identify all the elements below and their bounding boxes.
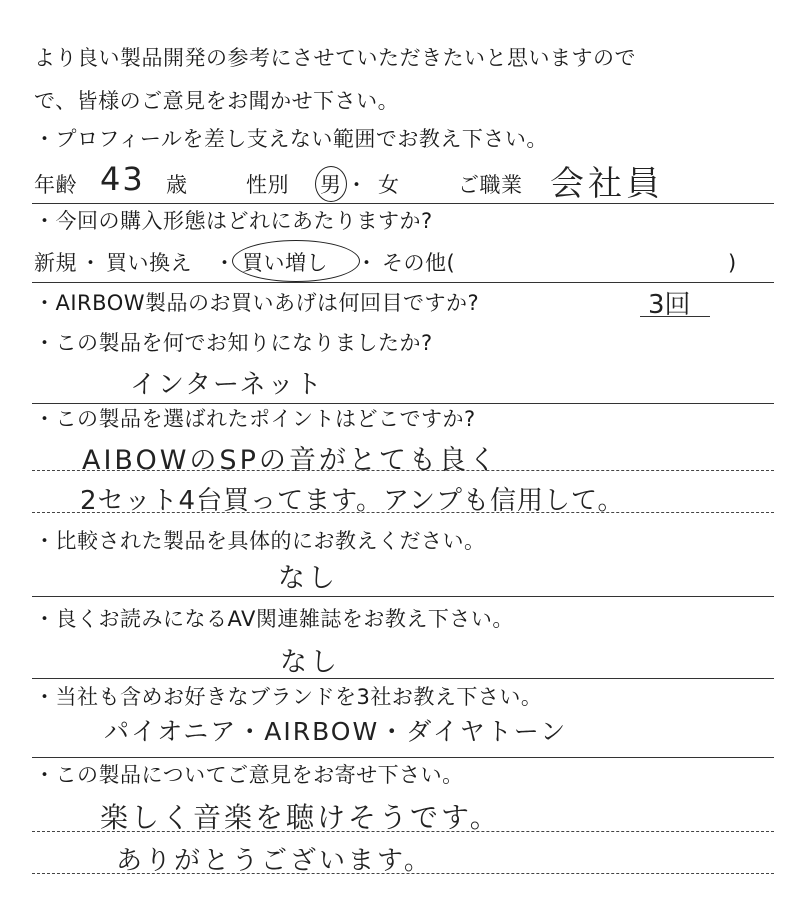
compared-question: ・比較された製品を具体的にお教えください。: [34, 529, 486, 553]
option-add: 買い増し: [242, 251, 328, 275]
answer-line: [32, 470, 774, 471]
compared-answer: なし: [278, 563, 338, 594]
job-label: ご職業: [458, 173, 523, 197]
gender-female-option: 女: [378, 173, 400, 197]
purchase-count-question: ・AIRBOW製品のお買いあげは何回目ですか?: [34, 291, 480, 315]
brands-question: ・当社も含めお好きなブランドを3社お教え下さい。: [34, 685, 543, 709]
option-add-circle: [232, 240, 360, 282]
intro-line-2: で、皆様のご意見をお聞かせ下さい。: [34, 89, 400, 113]
brands-answer: パイオニア・AIRBOW・ダイヤトーン: [104, 717, 568, 746]
profile-question: ・プロフィールを差し支えない範囲でお教え下さい。: [34, 127, 548, 151]
how-known-answer: インターネット: [130, 370, 324, 400]
age-label: 年齢: [34, 173, 77, 197]
gender-male-circle: [315, 166, 347, 202]
opinion-question: ・この製品についてご意見をお寄せ下さい。: [34, 763, 464, 787]
magazine-question: ・良くお読みになるAV関連雑誌をお教え下さい。: [34, 607, 514, 631]
divider: [32, 757, 774, 758]
magazine-answer: なし: [280, 647, 340, 678]
divider: [32, 596, 774, 597]
purchase-type-question: ・今回の購入形態はどれにあたりますか?: [34, 209, 433, 233]
option-separator: ・: [214, 251, 236, 275]
option-separator: ・: [80, 251, 102, 275]
job-value: 会社員: [550, 164, 664, 204]
opinion-answer-2: ありがとうございます。: [116, 846, 433, 876]
selection-point-answer-2: 2セット4台買ってます。アンプも信用して。: [80, 486, 625, 516]
answer-line: [32, 873, 774, 874]
divider: [32, 678, 774, 679]
opinion-answer-1: 楽しく音楽を聴けそうです。: [100, 801, 501, 834]
option-other: その他(: [382, 251, 456, 275]
divider: [32, 403, 774, 404]
gender-separator: ・: [346, 173, 368, 197]
age-unit: 歳: [166, 173, 188, 197]
answer-underline: [640, 316, 710, 317]
age-value: 43: [100, 160, 145, 198]
gender-label: 性別: [246, 173, 289, 197]
selection-point-answer-1: AIBOWのSPの音がとても良く: [82, 445, 499, 476]
gender-male-option: 男: [320, 173, 342, 197]
purchase-count-answer: 3回: [648, 290, 691, 320]
option-new: 新規: [34, 251, 77, 275]
how-known-question: ・この製品を何でお知りになりましたか?: [34, 331, 433, 355]
answer-line: [32, 512, 774, 513]
divider: [32, 203, 774, 204]
answer-line: [32, 831, 774, 832]
intro-line-1: より良い製品開発の参考にさせていただきたいと思いますので: [34, 46, 636, 70]
option-other-close: ): [728, 251, 737, 275]
option-separator: ・: [356, 251, 378, 275]
option-replace: 買い換え: [106, 251, 192, 275]
selection-point-question: ・この製品を選ばれたポイントはどこですか?: [34, 407, 476, 431]
divider: [32, 282, 774, 283]
